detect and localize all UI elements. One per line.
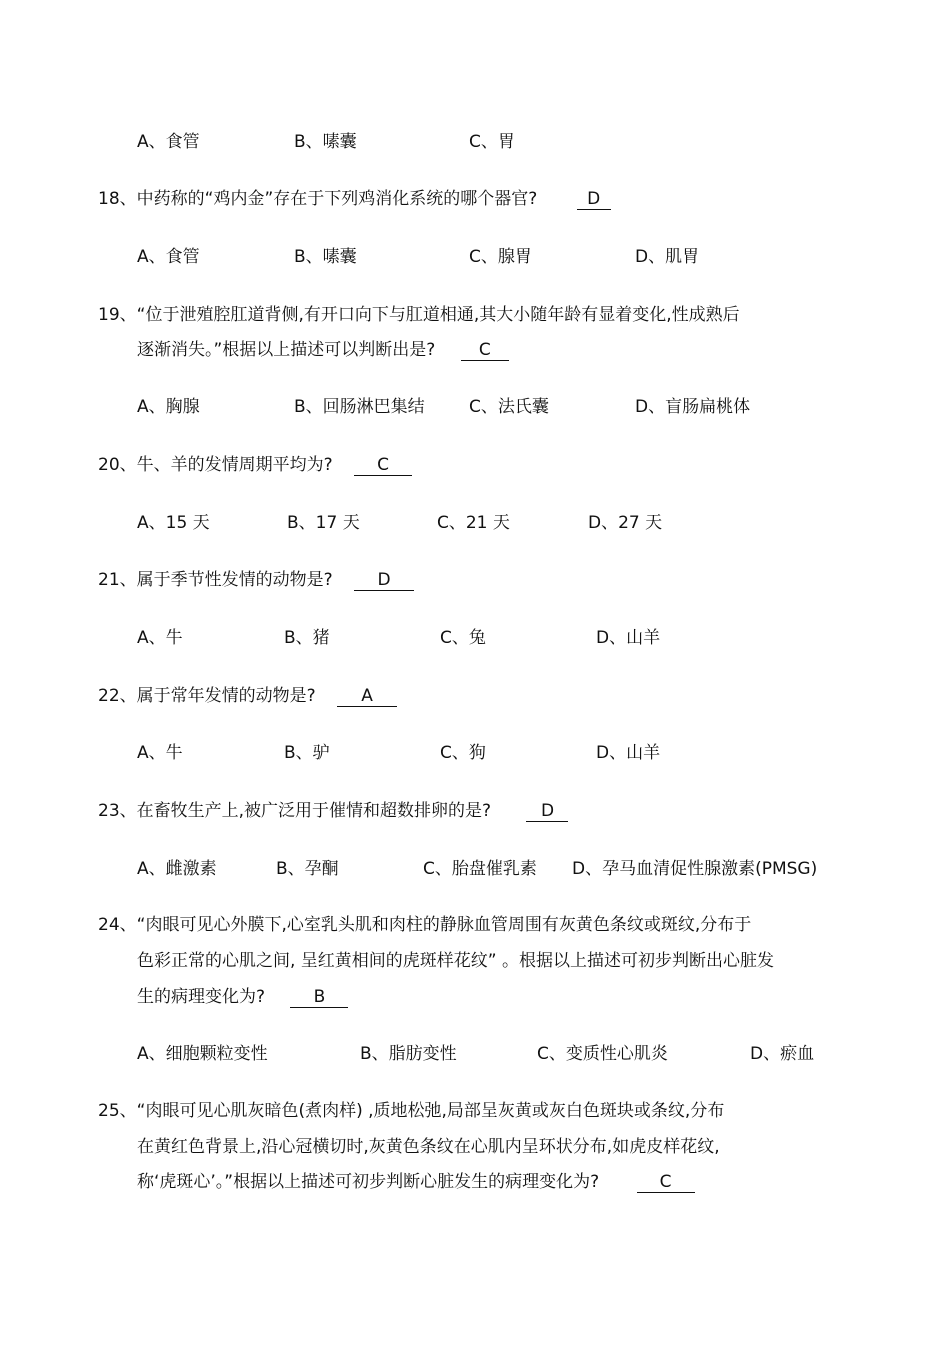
q19-option-c: C、法氏囊	[469, 397, 549, 417]
q21-option-d: D、山羊	[596, 628, 661, 648]
q25-text-line2: 在黄红色背景上,沿心冠横切时,灰黄色条纹在心肌内呈环状分布,如虎皮样花纹,	[137, 1137, 720, 1157]
q19-text-line2: 逐渐消失。”根据以上描述可以判断出是?	[137, 340, 436, 360]
q17-option-c: C、胃	[469, 132, 515, 152]
q23-number: 23、	[98, 801, 137, 821]
q18-question	[98, 188, 611, 210]
q20-option-c: C、21 天	[437, 513, 510, 533]
q24-text-line3: 生的病理变化为?	[137, 987, 266, 1007]
q24-text-line1: “肉眼可见心外膜下,心室乳头肌和肉柱的静脉血管周围有灰黄色条纹或斑纹,分布于	[136, 915, 752, 935]
q21-option-b: B、猪	[284, 628, 330, 648]
q25-text-line3: 称‘虎斑心’。”根据以上描述可初步判断心脏发生的病理变化为?	[137, 1172, 600, 1192]
q17-option-b: B、嗉囊	[294, 132, 357, 152]
q21-option-a: A、牛	[137, 628, 183, 648]
q23-option-c: C、胎盘催乳素	[423, 859, 537, 879]
q21-text: 属于季节性发情的动物是?	[136, 570, 333, 590]
q23-option-b: B、孕酮	[276, 859, 339, 879]
q18-text: 中药称的“鸡内金”存在于下列鸡消化系统的哪个器官?	[136, 189, 538, 209]
q24-option-d: D、瘀血	[750, 1044, 815, 1064]
q19-option-b: B、回肠淋巴集结	[294, 397, 425, 417]
q20-option-d: D、27 天	[588, 513, 663, 533]
q22-text: 属于常年发情的动物是?	[136, 686, 316, 706]
q18-option-c: C、腺胃	[469, 247, 532, 267]
q24-question-line2	[137, 950, 774, 972]
q20-answer: C	[354, 455, 412, 476]
q18-answer: D	[577, 189, 611, 210]
q22-number: 22、	[98, 686, 137, 706]
q20-text: 牛、羊的发情周期平均为?	[136, 455, 333, 475]
q23-answer: D	[526, 801, 568, 822]
q24-option-c: C、变质性心肌炎	[537, 1044, 668, 1064]
q25-number: 25、	[98, 1101, 137, 1121]
q25-question-line3	[137, 1171, 695, 1193]
q23-option-d: D、孕马血清促性腺激素(PMSG)	[572, 859, 818, 879]
q19-option-d: D、盲肠扁桃体	[635, 397, 751, 417]
q18-option-d: D、肌胃	[635, 247, 700, 267]
q25-question-line2	[137, 1136, 720, 1158]
q22-option-b: B、驴	[284, 743, 330, 763]
q22-option-c: C、狗	[440, 743, 486, 763]
q22-option-a: A、牛	[137, 743, 183, 763]
q23-question	[98, 800, 568, 822]
q24-option-b: B、脂肪变性	[360, 1044, 457, 1064]
q19-question-line1	[98, 304, 740, 326]
q21-question	[98, 569, 414, 591]
q20-number: 20、	[98, 455, 137, 475]
q25-question-line1	[98, 1100, 724, 1122]
q22-question	[98, 685, 397, 707]
q22-answer: A	[337, 686, 397, 707]
q24-text-line2: 色彩正常的心肌之间, 呈红黄相间的虎斑样花纹” 。根据以上描述可初步判断出心脏发	[137, 951, 775, 971]
q18-number: 18、	[98, 189, 137, 209]
q21-option-c: C、兔	[440, 628, 486, 648]
q19-number: 19、	[98, 305, 137, 325]
q18-option-b: B、嗉囊	[294, 247, 357, 267]
q25-text-line1: “肉眼可见心肌灰暗色(煮肉样) ,质地松弛,局部呈灰黄或灰白色斑块或条纹,分布	[136, 1101, 725, 1121]
q20-question	[98, 454, 412, 476]
q24-question-line1	[98, 914, 751, 936]
q23-text: 在畜牧生产上,被广泛用于催情和超数排卵的是?	[136, 801, 492, 821]
q19-text-line1: “位于泄殖腔肛道背侧,有开口向下与肛道相通,其大小随年龄有显着变化,性成熟后	[136, 305, 740, 325]
q21-number: 21、	[98, 570, 137, 590]
q19-answer: C	[461, 340, 509, 361]
q20-option-b: B、17 天	[287, 513, 360, 533]
q24-answer: B	[290, 987, 348, 1008]
q24-question-line3	[137, 986, 348, 1008]
q22-option-d: D、山羊	[596, 743, 661, 763]
q24-number: 24、	[98, 915, 137, 935]
q24-option-a: A、细胞颗粒变性	[137, 1044, 268, 1064]
q18-option-a: A、食管	[137, 247, 200, 267]
q19-option-a: A、胸腺	[137, 397, 200, 417]
q20-option-a: A、15 天	[137, 513, 210, 533]
q21-answer: D	[354, 570, 414, 591]
q19-question-line2	[137, 339, 509, 361]
q25-answer: C	[637, 1172, 695, 1193]
q23-option-a: A、雌激素	[137, 859, 217, 879]
q17-option-a: A、食管	[137, 132, 200, 152]
